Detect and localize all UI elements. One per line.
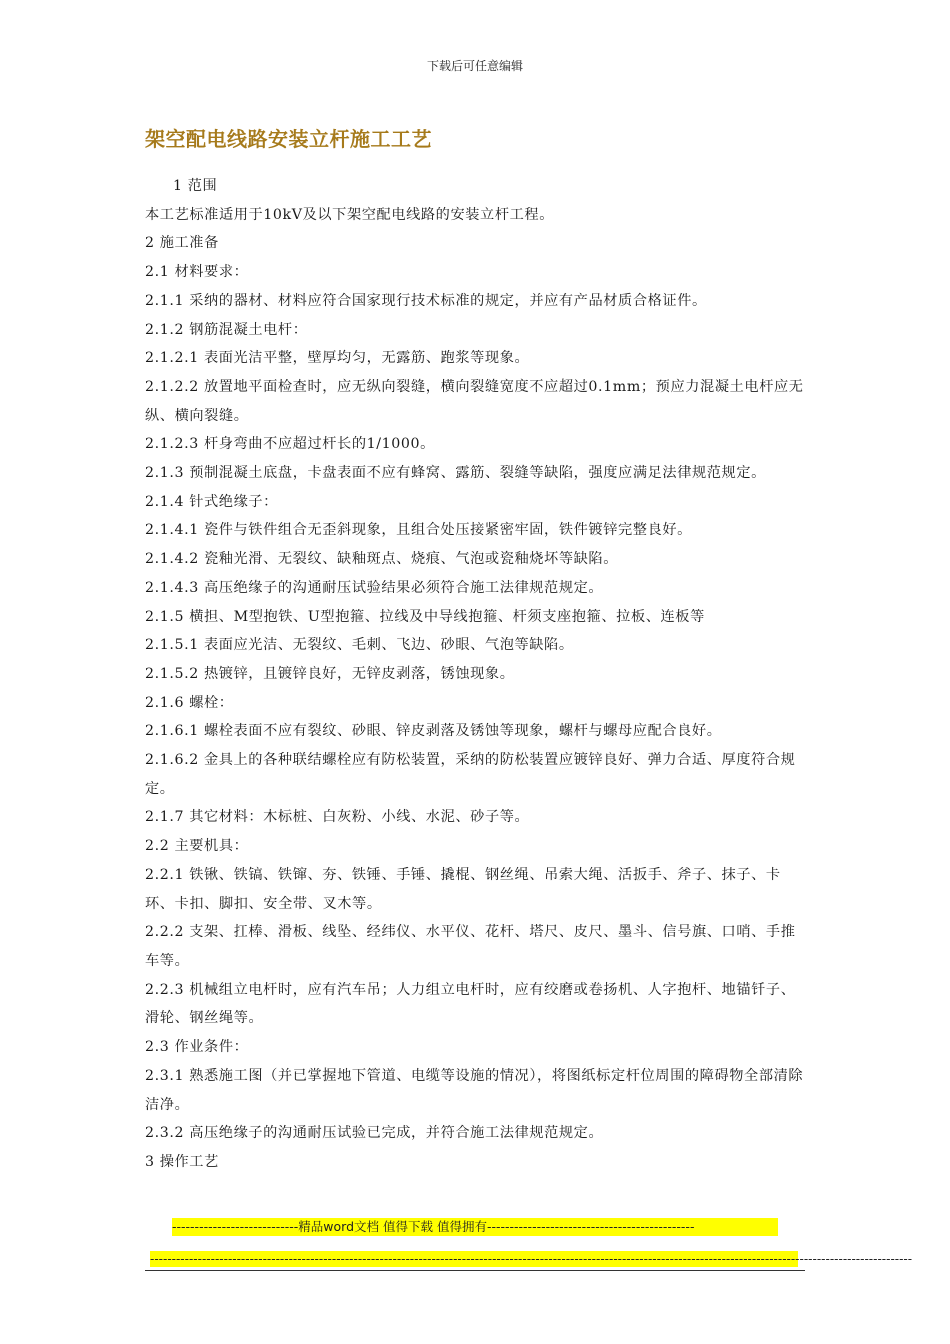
paragraph: 2.1.6.2 金具上的各种联结螺栓应有防松装置，采纳的防松装置应镀锌良好、弹力合适、厚度符合规定。 [145, 752, 796, 797]
paragraph: 1 范围 [173, 178, 218, 194]
paragraph: 2.1.2.1 表面光洁平整，壁厚均匀，无露筋、跑浆等现象。 [145, 350, 530, 367]
paragraph: 2.1.2.3 杆身弯曲不应超过杆长的1/1000。 [145, 436, 435, 453]
paragraph: 2.1.3 预制混凝土底盘，卡盘表面不应有蜂窝、露筋、裂缝等缺陷，强度应满足法律规范规定。 [145, 465, 766, 482]
paragraph: 2.3 作业条件： [145, 1039, 249, 1056]
paragraph: 2.1.4.2 瓷釉光滑、无裂纹、缺釉斑点、烧痕、气泡或瓷釉烧坏等缺陷。 [145, 551, 618, 568]
paragraph: 2.2.3 机械组立电杆时，应有汽车吊；人力组立电杆时，应有绞磨或卷扬机、人字抱杆、地锚钎子、滑轮、钢丝绳等。 [145, 981, 796, 1027]
paragraph: 2.1.2 钢筋混凝土电杆： [145, 321, 308, 338]
paragraph: 2.2 主要机具： [145, 838, 249, 855]
paragraph: 2.1.5.1 表面应光洁、无裂纹、毛刺、飞边、砂眼、气泡等缺陷。 [145, 637, 574, 654]
paragraph: 2.1.7 其它材料：木标桩、白灰粉、小线、水泥、砂子等。 [145, 809, 530, 826]
footer-dash-line: -------------------------------------------------------------------------------------------------------------------------------------------------------------------------------- [150, 1252, 913, 1266]
paragraph: 2.1.5.2 热镀锌，且镀锌良好，无锌皮剥落，锈蚀现象。 [145, 665, 515, 682]
document-title: 架空配电线路安装立杆施工工艺 [145, 127, 432, 151]
footer-divider [145, 1270, 805, 1271]
paragraph: 2.2.2 支架、扛棒、滑板、线坠、经纬仪、水平仪、花杆、塔尺、皮尺、墨斗、信号旗、口哨、手推车等。 [145, 924, 796, 969]
paragraph: 2.1.5 横担、M型抱铁、U型抱箍、拉线及中导线抱箍、杆须支座抱箍、拉板、连板等 [145, 608, 705, 625]
footer-promo-banner: ----------------------------精品word文档 值得下载 值得拥有---------------------------------------------- [172, 1218, 778, 1236]
paragraph: 本工艺标准适用于10kV及以下架空配电线路的安装立杆工程。 [145, 206, 554, 223]
paragraph: 2.1.6 螺栓： [145, 694, 234, 711]
paragraph: 2.3.1 熟悉施工图（并已掌握地下管道、电缆等设施的情况），将图纸标定杆位周围的障碍物全部清除洁净。 [145, 1067, 804, 1113]
paragraph: 2.1.2.2 放置地平面检查时，应无纵向裂缝，横向裂缝宽度不应超过0.1mm；预应力混凝土电杆应无纵、横向裂缝。 [145, 378, 804, 424]
paragraph: 2.1.1 采纳的器材、材料应符合国家现行技术标准的规定，并应有产品材质合格证件。 [145, 292, 707, 309]
document-body [145, 172, 810, 1177]
paragraph: 2 施工准备 [145, 235, 219, 252]
paragraph: 2.1.6.1 螺栓表面不应有裂纹、砂眼、锌皮剥落及锈蚀等现象，螺杆与螺母应配合良好。 [145, 723, 722, 740]
paragraph: 3 操作工艺 [145, 1153, 219, 1170]
paragraph: 2.1 材料要求： [145, 264, 249, 281]
paragraph: 2.1.4.3 高压绝缘子的沟通耐压试验结果必须符合施工法律规范规定。 [145, 579, 604, 596]
paragraph: 2.1.4.1 瓷件与铁件组合无歪斜现象，且组合处压接紧密牢固，铁件镀锌完整良好。 [145, 522, 692, 539]
paragraph: 2.1.4 针式绝缘子： [145, 493, 278, 510]
paragraph: 2.3.2 高压绝缘子的沟通耐压试验已完成，并符合施工法律规范规定。 [145, 1125, 604, 1142]
paragraph: 2.2.1 铁锹、铁镐、铁镩、夯、铁锤、手锤、撬棍、钢丝绳、吊索大绳、活扳手、斧子、抹子、卡环、卡扣、脚扣、安全带、叉木等。 [145, 866, 781, 912]
header-note: 下载后可任意编辑 [426, 59, 523, 73]
